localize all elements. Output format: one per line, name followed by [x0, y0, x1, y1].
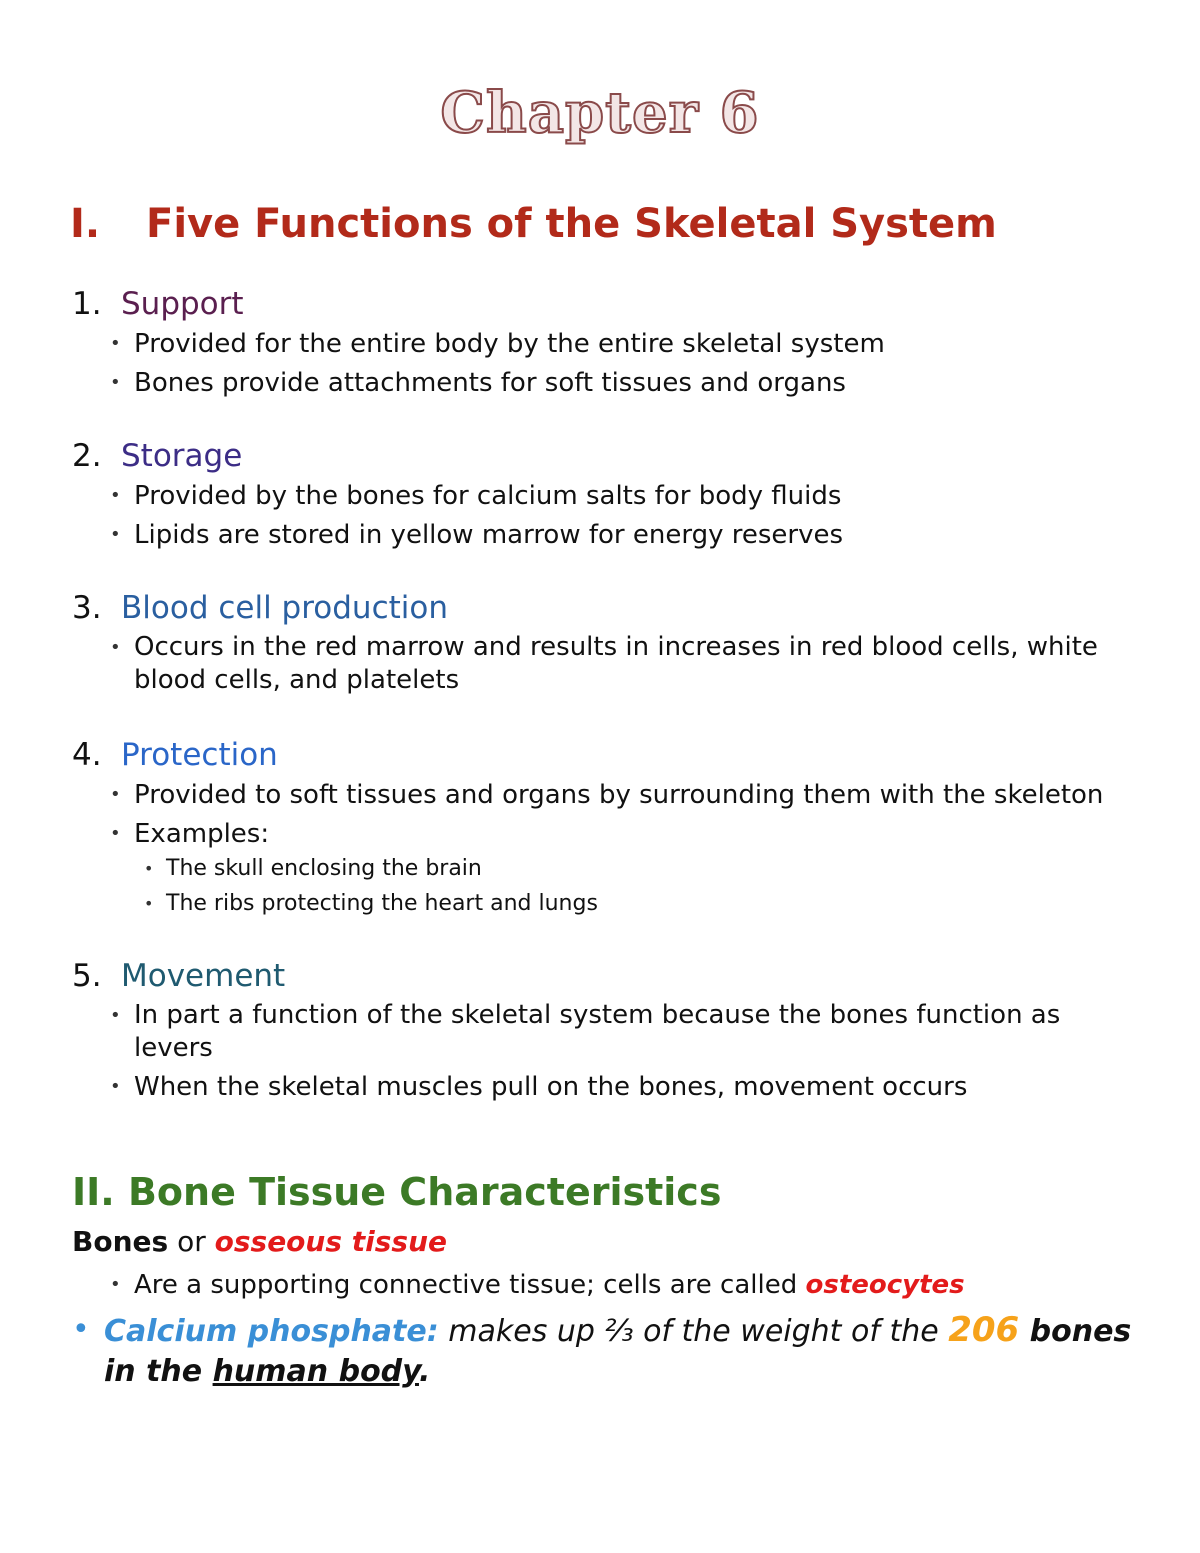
section-1-numeral: I.: [70, 201, 101, 247]
function-item-blood-cell-production: [72, 588, 1132, 702]
function-number: 2.: [72, 438, 102, 474]
sub-bullet-list: [72, 851, 1132, 921]
calcium-phosphate-statement: [72, 1310, 1132, 1392]
bullet-list: [72, 479, 1132, 552]
calcium-bullet: •: [72, 1312, 90, 1347]
function-title-movement: [72, 956, 1132, 996]
section-1-heading: [70, 201, 997, 247]
function-name: Movement: [121, 958, 286, 994]
function-title-support: [72, 284, 1132, 324]
section-1-title: Five Functions of the Skeletal System: [146, 201, 997, 247]
osteo-text: Are a supporting connective tissue; cells are called: [134, 1270, 806, 1300]
function-name: Storage: [121, 438, 243, 474]
bullet-item: • Occurs in the red marrow and results in increases in red blood cells, white blood cells, and platelets: [72, 631, 1132, 697]
bullet-item: • In part a function of the skeletal system because the bones function as levers: [72, 999, 1132, 1065]
bone-count-number: 206: [948, 1310, 1020, 1350]
bones-word: Bones: [72, 1225, 169, 1258]
bullet-list: [72, 778, 1132, 851]
bullet-item: • Examples:: [72, 817, 1132, 851]
function-title-blood: [72, 588, 1132, 628]
bullet-item: • Provided for the entire body by the entire skeletal system: [72, 327, 1132, 361]
or-word: or: [168, 1225, 215, 1258]
function-number: 3.: [72, 590, 102, 626]
sub-bullet-item: • The skull enclosing the brain: [72, 851, 1132, 886]
osteocytes-term: osteocytes: [805, 1270, 965, 1300]
bullet-list: [72, 1268, 1132, 1302]
bullet-list: [72, 327, 1132, 400]
function-item-storage: [72, 436, 1132, 557]
bones-in-text: bones in the: [104, 1314, 1132, 1389]
function-number: 1.: [72, 286, 102, 322]
function-number: 4.: [72, 737, 102, 773]
human-body-text: human body: [212, 1354, 419, 1389]
function-name: Blood cell production: [121, 590, 448, 626]
calcium-text: makes up ⅔ of the weight of the: [438, 1314, 949, 1349]
bullet-list: [72, 631, 1132, 697]
bullet-list: [72, 999, 1132, 1104]
calcium-phosphate-term: Calcium phosphate:: [104, 1314, 439, 1349]
function-item-protection: [72, 735, 1132, 921]
bones-definition: [72, 1224, 447, 1260]
bullet-item: • Provided by the bones for calcium salts for body fluids: [72, 479, 1132, 513]
bullet-item: • When the skeletal muscles pull on the bones, movement occurs: [72, 1070, 1132, 1104]
bullet-item: • Bones provide attachments for soft tissues and organs: [72, 366, 1132, 400]
osteocytes-bullet-block: [72, 1268, 1132, 1307]
bullet-item: [72, 1268, 1132, 1302]
section-2-heading: II. Bone Tissue Characteristics: [72, 1170, 722, 1214]
function-name: Support: [121, 286, 244, 322]
function-title-storage: [72, 436, 1132, 476]
bullet-item: • Provided to soft tissues and organs by surrounding them with the skeleton: [72, 778, 1132, 812]
function-title-protection: [72, 735, 1132, 775]
function-item-support: [72, 284, 1132, 405]
chapter-title: Chapter 6: [440, 80, 760, 146]
function-number: 5.: [72, 958, 102, 994]
function-item-movement: [72, 956, 1132, 1109]
function-name: Protection: [121, 737, 278, 773]
sub-bullet-item: • The ribs protecting the heart and lungs: [72, 886, 1132, 921]
bullet-item: • Lipids are stored in yellow marrow for energy reserves: [72, 518, 1132, 552]
calcium-period: .: [418, 1354, 431, 1389]
osseous-tissue-term: osseous tissue: [214, 1225, 448, 1258]
